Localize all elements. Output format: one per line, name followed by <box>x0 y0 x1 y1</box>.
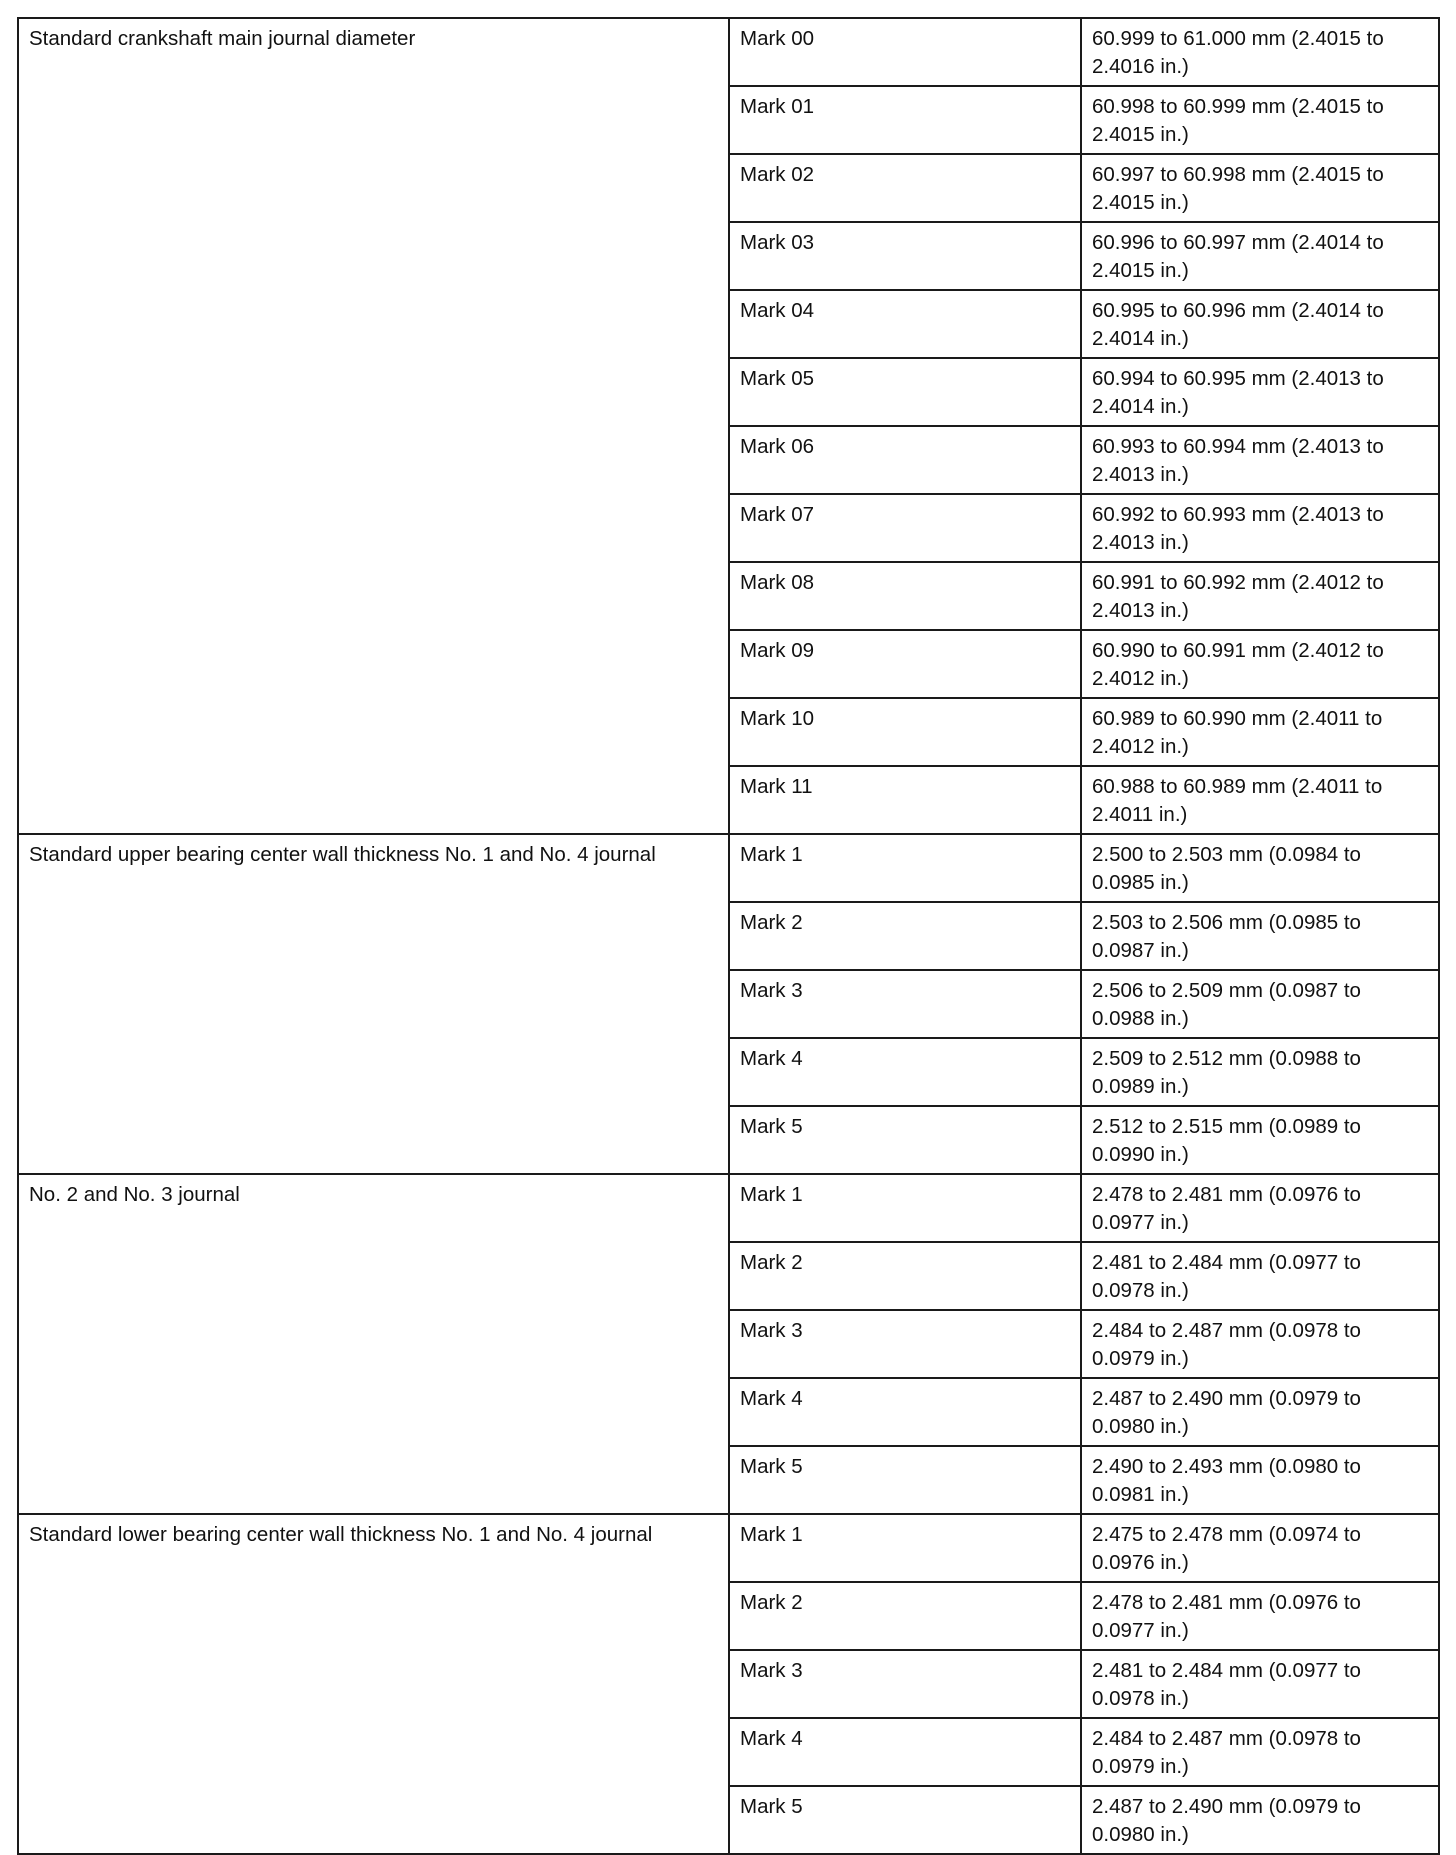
mark-cell: Mark 2 <box>729 1242 1081 1310</box>
mark-cell: Mark 03 <box>729 222 1081 290</box>
value-cell: 2.490 to 2.493 mm (0.0980 to 0.0981 in.) <box>1081 1446 1439 1514</box>
table-row <box>18 18 1439 86</box>
mark-cell: Mark 04 <box>729 290 1081 358</box>
mark-cell: Mark 4 <box>729 1718 1081 1786</box>
parameter-cell: Standard upper bearing center wall thickness No. 1 and No. 4 journal <box>18 834 729 1174</box>
spec-table-body <box>18 18 1439 1854</box>
mark-cell: Mark 1 <box>729 1174 1081 1242</box>
value-cell: 2.500 to 2.503 mm (0.0984 to 0.0985 in.) <box>1081 834 1439 902</box>
mark-cell: Mark 4 <box>729 1038 1081 1106</box>
mark-cell: Mark 01 <box>729 86 1081 154</box>
parameter-cell: No. 2 and No. 3 journal <box>18 1174 729 1514</box>
mark-cell: Mark 1 <box>729 1514 1081 1582</box>
value-cell: 2.487 to 2.490 mm (0.0979 to 0.0980 in.) <box>1081 1378 1439 1446</box>
value-cell: 2.484 to 2.487 mm (0.0978 to 0.0979 in.) <box>1081 1310 1439 1378</box>
table-row <box>18 1174 1439 1242</box>
value-cell: 2.478 to 2.481 mm (0.0976 to 0.0977 in.) <box>1081 1174 1439 1242</box>
value-cell: 2.487 to 2.490 mm (0.0979 to 0.0980 in.) <box>1081 1786 1439 1854</box>
mark-cell: Mark 5 <box>729 1106 1081 1174</box>
mark-cell: Mark 06 <box>729 426 1081 494</box>
mark-cell: Mark 09 <box>729 630 1081 698</box>
mark-cell: Mark 3 <box>729 1650 1081 1718</box>
value-cell: 60.989 to 60.990 mm (2.4011 to 2.4012 in.) <box>1081 698 1439 766</box>
table-row <box>18 834 1439 902</box>
value-cell: 2.481 to 2.484 mm (0.0977 to 0.0978 in.) <box>1081 1650 1439 1718</box>
value-cell: 60.998 to 60.999 mm (2.4015 to 2.4015 in.) <box>1081 86 1439 154</box>
mark-cell: Mark 3 <box>729 1310 1081 1378</box>
mark-cell: Mark 4 <box>729 1378 1081 1446</box>
value-cell: 60.996 to 60.997 mm (2.4014 to 2.4015 in.) <box>1081 222 1439 290</box>
value-cell: 60.994 to 60.995 mm (2.4013 to 2.4014 in.) <box>1081 358 1439 426</box>
value-cell: 60.988 to 60.989 mm (2.4011 to 2.4011 in.) <box>1081 766 1439 834</box>
mark-cell: Mark 11 <box>729 766 1081 834</box>
mark-cell: Mark 00 <box>729 18 1081 86</box>
parameter-cell: Standard crankshaft main journal diameter <box>18 18 729 834</box>
mark-cell: Mark 1 <box>729 834 1081 902</box>
parameter-cell: Standard lower bearing center wall thickness No. 1 and No. 4 journal <box>18 1514 729 1854</box>
value-cell: 2.481 to 2.484 mm (0.0977 to 0.0978 in.) <box>1081 1242 1439 1310</box>
value-cell: 60.995 to 60.996 mm (2.4014 to 2.4014 in.) <box>1081 290 1439 358</box>
value-cell: 2.478 to 2.481 mm (0.0976 to 0.0977 in.) <box>1081 1582 1439 1650</box>
value-cell: 60.999 to 61.000 mm (2.4015 to 2.4016 in.) <box>1081 18 1439 86</box>
value-cell: 2.506 to 2.509 mm (0.0987 to 0.0988 in.) <box>1081 970 1439 1038</box>
value-cell: 60.993 to 60.994 mm (2.4013 to 2.4013 in.) <box>1081 426 1439 494</box>
mark-cell: Mark 07 <box>729 494 1081 562</box>
mark-cell: Mark 10 <box>729 698 1081 766</box>
value-cell: 2.484 to 2.487 mm (0.0978 to 0.0979 in.) <box>1081 1718 1439 1786</box>
mark-cell: Mark 5 <box>729 1446 1081 1514</box>
value-cell: 2.509 to 2.512 mm (0.0988 to 0.0989 in.) <box>1081 1038 1439 1106</box>
mark-cell: Mark 5 <box>729 1786 1081 1854</box>
value-cell: 2.475 to 2.478 mm (0.0974 to 0.0976 in.) <box>1081 1514 1439 1582</box>
value-cell: 60.990 to 60.991 mm (2.4012 to 2.4012 in.) <box>1081 630 1439 698</box>
mark-cell: Mark 2 <box>729 902 1081 970</box>
value-cell: 60.991 to 60.992 mm (2.4012 to 2.4013 in.) <box>1081 562 1439 630</box>
value-cell: 2.512 to 2.515 mm (0.0989 to 0.0990 in.) <box>1081 1106 1439 1174</box>
mark-cell: Mark 02 <box>729 154 1081 222</box>
mark-cell: Mark 08 <box>729 562 1081 630</box>
value-cell: 60.992 to 60.993 mm (2.4013 to 2.4013 in.) <box>1081 494 1439 562</box>
value-cell: 2.503 to 2.506 mm (0.0985 to 0.0987 in.) <box>1081 902 1439 970</box>
value-cell: 60.997 to 60.998 mm (2.4015 to 2.4015 in.) <box>1081 154 1439 222</box>
table-row <box>18 1514 1439 1582</box>
mark-cell: Mark 05 <box>729 358 1081 426</box>
mark-cell: Mark 3 <box>729 970 1081 1038</box>
mark-cell: Mark 2 <box>729 1582 1081 1650</box>
spec-table <box>17 17 1440 1855</box>
